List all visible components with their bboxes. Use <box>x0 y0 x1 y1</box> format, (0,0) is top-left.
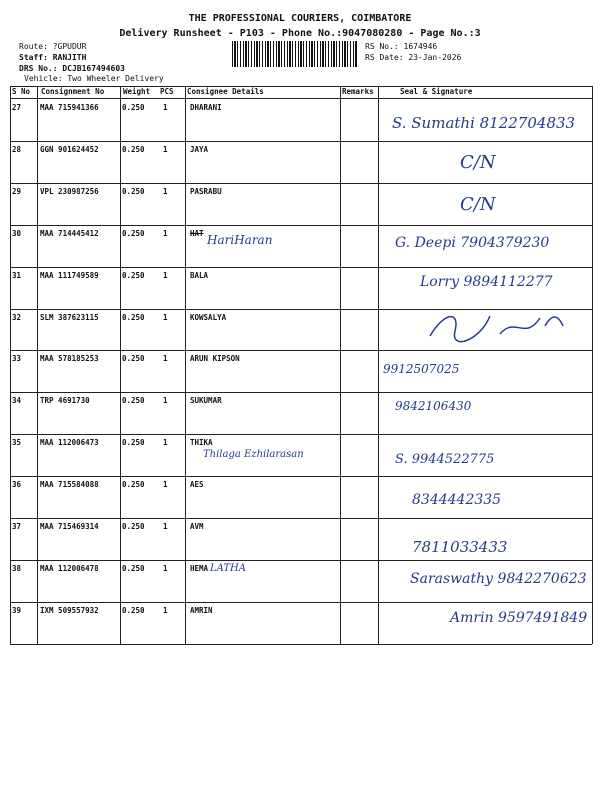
row-weight: 0.250 <box>122 480 145 490</box>
row-consignment-no: VPL 230987256 <box>40 186 99 196</box>
row-consignee: JAYA <box>190 144 209 154</box>
row-weight: 0.250 <box>122 563 145 573</box>
row-divider <box>10 183 592 184</box>
col-header-pcs: PCS <box>160 87 174 96</box>
row-consignee: SUKUMAR <box>190 396 222 406</box>
row-sno: 30 <box>12 228 22 238</box>
row-consignee: ARUN KIPSON <box>190 354 240 364</box>
row-weight: 0.250 <box>122 438 145 448</box>
row-consignee: PASRABU <box>190 186 222 196</box>
row-divider <box>10 392 592 393</box>
row-weight: 0.250 <box>122 354 145 364</box>
rs-number: RS No.: 1674946 <box>365 42 438 51</box>
row-sno: 32 <box>12 312 22 322</box>
row-sno: 38 <box>12 563 22 573</box>
row-pcs: 1 <box>163 354 168 364</box>
signature-36: 8344442335 <box>412 492 502 508</box>
row-weight: 0.250 <box>122 228 145 238</box>
row-consignment-no: SLM 387623115 <box>40 312 99 322</box>
row-consignment-no: MAA 111749589 <box>40 270 99 280</box>
col-header-remarks: Remarks <box>342 87 374 96</box>
row-consignment-no: TRP 4691730 <box>40 396 90 406</box>
row-pcs: 1 <box>163 563 168 573</box>
row-sno: 35 <box>12 438 22 448</box>
table-header-border <box>10 98 592 99</box>
row-pcs: 1 <box>163 312 168 322</box>
col-header-sno: S No <box>12 87 31 96</box>
col-header-signature: Seal & Signature <box>400 87 473 96</box>
company-title: THE PROFESSIONAL COURIERS, COIMBATORE <box>188 13 412 24</box>
row-divider <box>10 267 592 268</box>
signature-29: C/N <box>460 194 496 215</box>
signature-27: S. Sumathi 8122704833 <box>392 114 576 132</box>
row-weight: 0.250 <box>122 270 145 280</box>
row-consignment-no: GGN 901624452 <box>40 144 99 154</box>
row-weight: 0.250 <box>122 144 145 154</box>
row-consignee: HAT <box>190 228 204 238</box>
row-weight: 0.250 <box>122 312 145 322</box>
signature-35: S. 9944522775 <box>395 452 495 467</box>
row-consignee: HEMA <box>190 563 209 573</box>
runsheet-subtitle: Delivery Runsheet - P103 - Phone No.:9047080280 - Page No.:3 <box>119 28 481 39</box>
row-consignee: BALA <box>190 270 209 280</box>
rs-date: RS Date: 23-Jan-2026 <box>365 53 462 62</box>
row-consignment-no: MAA 714445412 <box>40 228 99 238</box>
row-pcs: 1 <box>163 186 168 196</box>
signature-34: 9842106430 <box>395 399 472 413</box>
row-consignee: AES <box>190 480 204 490</box>
vehicle-label: Vehicle: Two Wheeler Delivery <box>24 74 164 83</box>
handwritten-name-38: LATHA <box>210 563 246 574</box>
handwritten-name-35: Thilaga Ezhilarasan <box>203 449 304 460</box>
drs-number: DRS No.: DCJB167494603 <box>19 64 125 73</box>
row-sno: 33 <box>12 354 22 364</box>
row-pcs: 1 <box>163 144 168 154</box>
row-consignment-no: IXM 509557932 <box>40 605 99 615</box>
row-pcs: 1 <box>163 103 168 112</box>
route-label: Route: ?GPUDUR <box>19 42 87 51</box>
row-sno: 37 <box>12 522 22 531</box>
row-consignment-no: MAA 578185253 <box>40 354 99 364</box>
signature-32-mark <box>420 306 570 350</box>
row-consignment-no: MAA 715584088 <box>40 480 99 490</box>
row-divider <box>10 434 592 435</box>
row-divider <box>10 602 592 603</box>
staff-label: Staff: RANJITH <box>19 53 87 62</box>
row-sno: 29 <box>12 186 22 196</box>
signature-28: C/N <box>460 152 496 173</box>
row-pcs: 1 <box>163 228 168 238</box>
row-divider <box>10 518 592 519</box>
row-divider <box>10 560 592 561</box>
signature-39: Amrin 9597491849 <box>450 610 588 626</box>
row-divider <box>10 225 592 226</box>
signature-33: 9912507025 <box>383 362 460 376</box>
col-header-consignment: Consignment No <box>41 87 105 96</box>
row-pcs: 1 <box>163 438 168 448</box>
handwritten-name-30: HariHaran <box>207 233 273 247</box>
row-divider <box>10 141 592 142</box>
row-consignment-no: MAA 112006478 <box>40 563 99 573</box>
row-consignment-no: MAA 715941366 <box>40 103 99 112</box>
row-weight: 0.250 <box>122 605 145 615</box>
row-pcs: 1 <box>163 605 168 615</box>
signature-30: G. Deepi 7904379230 <box>395 235 550 251</box>
col-header-consignee: Consignee Details <box>187 87 264 96</box>
row-divider <box>10 350 592 351</box>
row-consignee: THIKA <box>190 438 213 448</box>
col-divider <box>592 86 593 644</box>
row-sno: 34 <box>12 396 22 406</box>
row-sno: 27 <box>12 103 22 112</box>
row-consignee: KOWSALYA <box>190 312 227 322</box>
row-consignment-no: MAA 715469314 <box>40 522 99 531</box>
signature-37: 7811033433 <box>412 538 508 556</box>
row-sno: 31 <box>12 270 22 280</box>
row-pcs: 1 <box>163 522 168 531</box>
row-sno: 36 <box>12 480 22 490</box>
signature-38: Saraswathy 9842270623 <box>410 571 587 587</box>
row-consignee: AVM <box>190 522 204 531</box>
row-weight: 0.250 <box>122 103 145 112</box>
row-pcs: 1 <box>163 480 168 490</box>
row-sno: 28 <box>12 144 22 154</box>
row-sno: 39 <box>12 605 22 615</box>
row-divider <box>10 476 592 477</box>
row-pcs: 1 <box>163 396 168 406</box>
barcode <box>232 41 358 67</box>
row-weight: 0.250 <box>122 522 145 531</box>
col-header-weight: Weight <box>123 87 151 96</box>
row-consignee: DHARANI <box>190 103 222 112</box>
table-bottom-border <box>10 644 592 645</box>
row-pcs: 1 <box>163 270 168 280</box>
row-weight: 0.250 <box>122 186 145 196</box>
signature-31: Lorry 9894112277 <box>420 274 553 290</box>
row-weight: 0.250 <box>122 396 145 406</box>
row-consignment-no: MAA 112006473 <box>40 438 99 448</box>
row-consignee: AMRIN <box>190 605 213 615</box>
